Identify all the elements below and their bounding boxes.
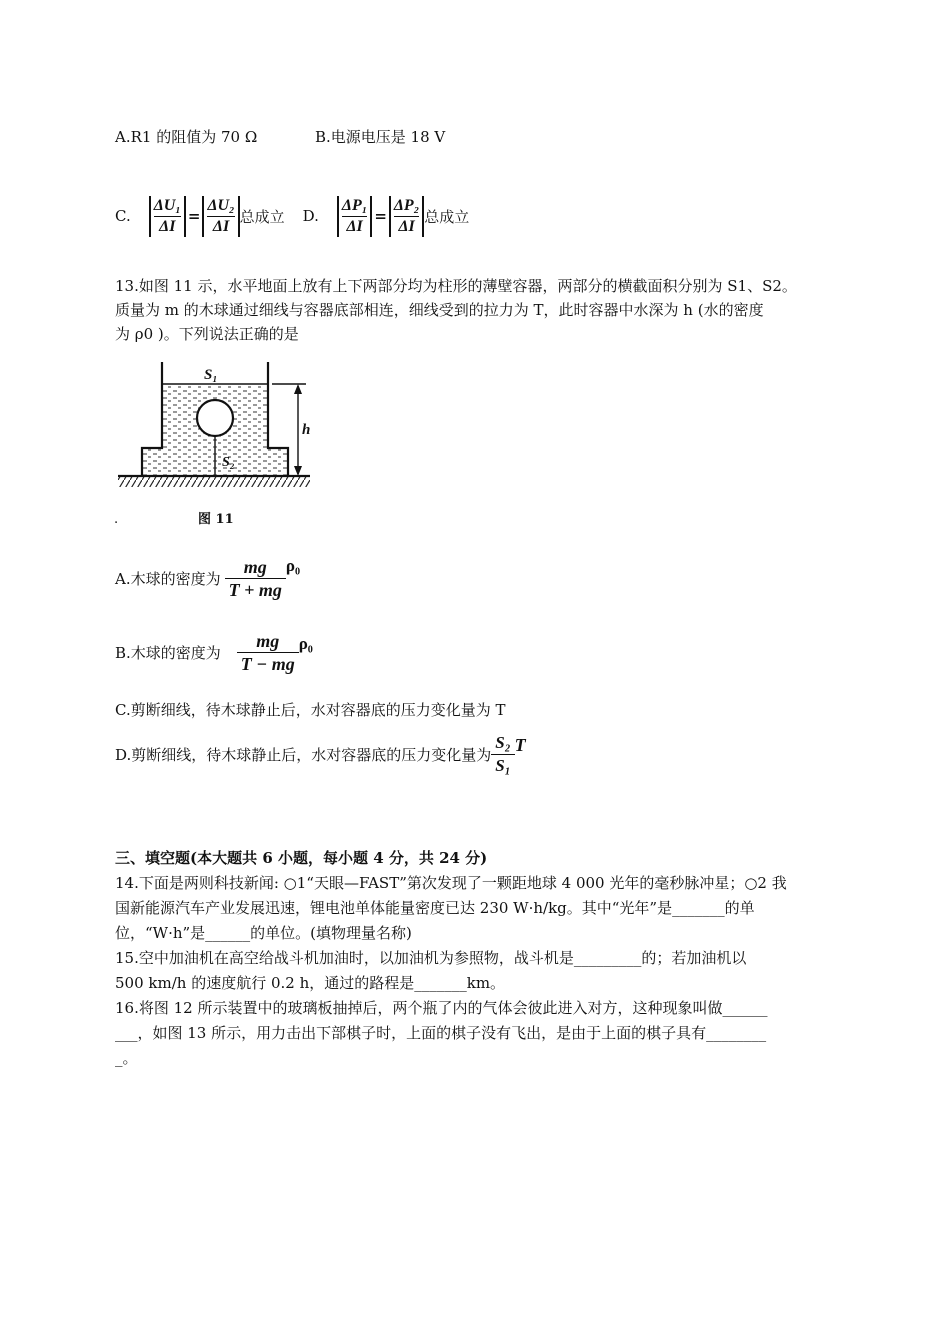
q13-option-b-text: B.木球的密度为 (115, 643, 221, 662)
q13-option-d-fraction (491, 732, 514, 777)
q12-option-a: A.R1 的阻值为 70 Ω (115, 128, 258, 146)
q13-a-rho: ρ₀ (285, 556, 301, 575)
q12-c-equals: = (187, 207, 201, 225)
q12-option-c-label: C. (115, 207, 131, 225)
q13-stem-line2: 质量为 m 的木球通过细线与容器底部相连，细线受到的拉力为 T，此时容器中水深为 h (水的密度 (115, 301, 764, 319)
q15-line2: 500 km/h 的速度航行 0.2 h，通过的路程是_______km。 (115, 974, 506, 992)
q12-d-num2: ΔP₂ (394, 196, 419, 217)
q13-a-numerator: mg (225, 556, 286, 579)
q13-option-b-fraction (237, 630, 299, 675)
figure-label-h: h (302, 422, 311, 438)
q14-line2: 国新能源汽车产业发展迅速，锂电池单体能量密度已达 230 W·h/kg。其中“光年”是_______的单 (115, 899, 755, 917)
q12-c-num2: ΔU₂ (207, 196, 234, 217)
q16-line3: _。 (115, 1049, 138, 1067)
q13-stem-line1: 13.如图 11 示，水平地面上放有上下两部分均为柱形的薄壁容器，两部分的横截面积分别为 S1、S2。 (115, 277, 797, 295)
q13-b-denominator: T − mg (240, 653, 295, 674)
q13-option-c: C.剪断细线，待木球静止后，水对容器底的压力变化量为 T (115, 701, 506, 719)
q12-d-den2: ΔI (398, 217, 415, 235)
figure-dot: . (114, 512, 119, 527)
q13-a-denominator: T + mg (228, 579, 282, 600)
q12-option-c (115, 186, 469, 246)
figure-label-s1: S₁ (204, 367, 218, 383)
q12-c-num1: ΔU₁ (154, 196, 181, 217)
q13-option-a-text: A.木球的密度为 (115, 569, 221, 588)
q12-c-den1: ΔI (159, 217, 176, 235)
q12-option-d-label: D. (302, 207, 319, 225)
q13-option-a-fraction (225, 556, 286, 601)
q13-option-b (115, 624, 313, 680)
figure-caption: 图 11 (198, 512, 234, 527)
q12-c-den2: ΔI (212, 217, 230, 235)
q12-option-d-abs2 (389, 196, 424, 237)
q13-stem-line3: 为 ρ0 )。下列说法正确的是 (115, 325, 299, 343)
q13-d-numerator: S₂ (491, 732, 514, 755)
q13-b-numerator: mg (237, 630, 299, 653)
q13-option-a (115, 550, 300, 606)
q15-line1: 15.空中加油机在高空给战斗机加油时，以加油机为参照物，战斗机是_________的；若加油机以 (115, 949, 747, 967)
q13-d-denominator: S₁ (495, 755, 511, 775)
q16-line1: 16.将图 12 所示装置中的玻璃板抽掉后，两个瓶了内的气体会彼此进入对方，这种现象叫做______ (115, 999, 768, 1017)
q13-option-d (115, 726, 526, 782)
q12-d-num1: ΔP₁ (342, 196, 367, 217)
q13-b-rho: ρ₀ (298, 634, 313, 653)
q14-line3: 位，“W·h”是______的单位。(填物理量名称) (115, 924, 412, 942)
q12-option-c-abs2 (202, 196, 239, 237)
figure-label-s2: S₂ (222, 455, 235, 470)
q12-option-d-tail: 总成立 (424, 207, 470, 226)
figure-11-container-diagram (112, 360, 327, 528)
q14-line1: 14.下面是两则科技新闻: ○1“天眼—FAST”第次发现了一颗距地球 4 000 光年的毫秒脉冲星；○2 我 (115, 874, 787, 892)
q12-option-d-abs1 (337, 196, 372, 237)
q12-option-b: B.电源电压是 18 V (315, 128, 446, 146)
q12-d-den1: ΔI (346, 217, 363, 235)
q12-d-equals: = (374, 207, 387, 225)
q12-option-c-abs1 (149, 196, 186, 237)
section3-heading: 三、填空题(本大题共 6 小题，每小题 4 分，共 24 分) (115, 849, 488, 867)
q16-line2: ___，如图 13 所示，用力击出下部棋子时，上面的棋子没有飞出，是由于上面的棋子具有________ (115, 1024, 767, 1042)
q12-option-c-tail: 总成立 (239, 207, 285, 226)
q13-d-T: T (514, 734, 526, 755)
q13-option-d-text: D.剪断细线，待木球静止后，水对容器底的压力变化量为 (115, 745, 492, 764)
